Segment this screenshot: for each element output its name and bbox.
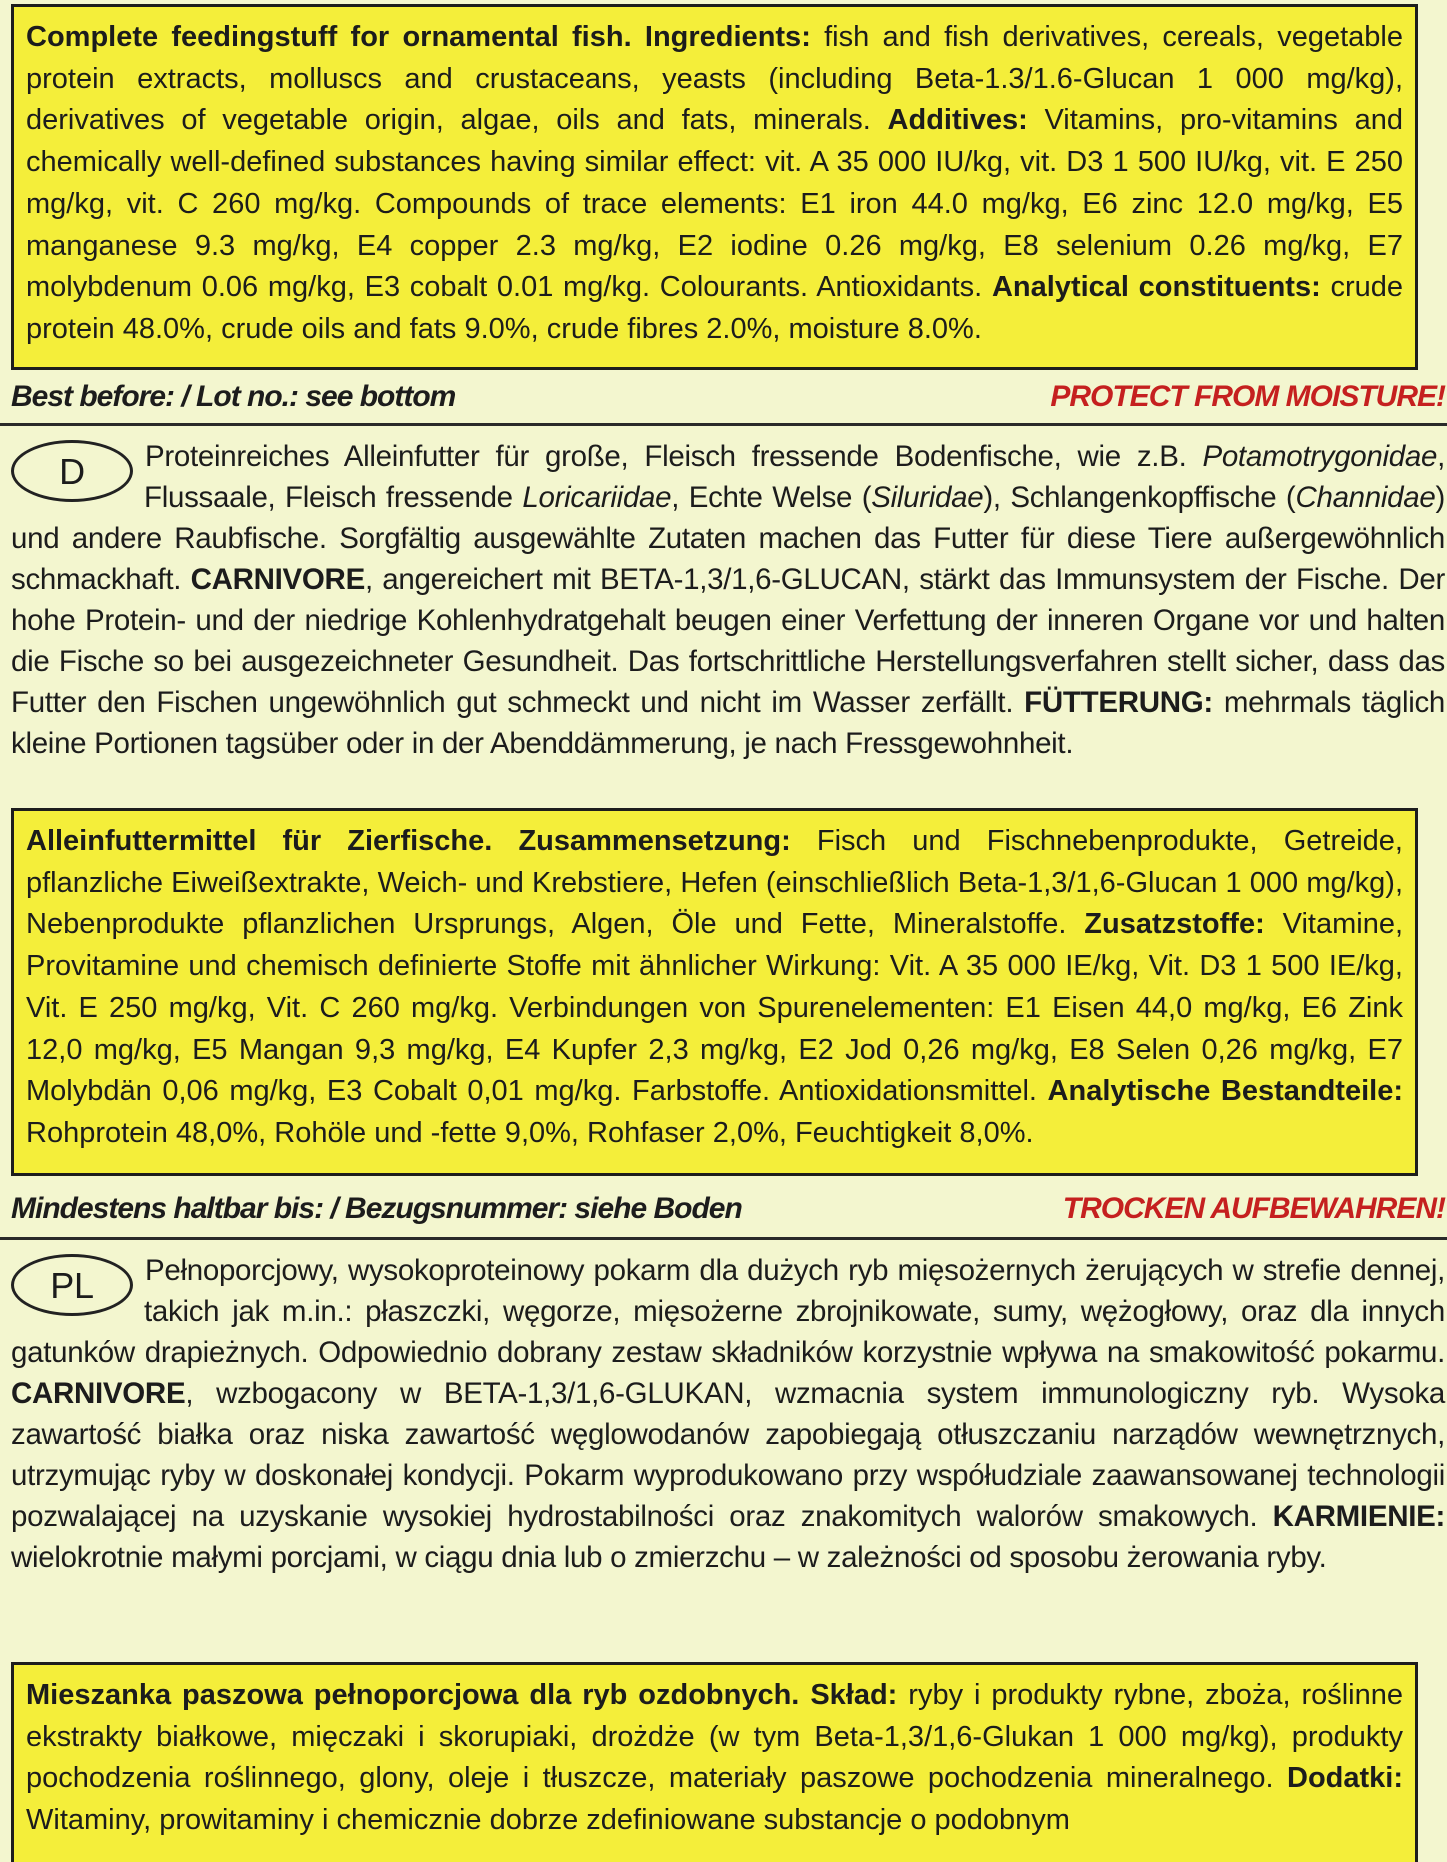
en-moisture-warning: PROTECT FROM MOISTURE! (1050, 380, 1445, 413)
de-moisture-warning: TROCKEN AUFBEWAHREN! (1062, 1192, 1445, 1225)
pl-brand: CARNIVORE (11, 1377, 186, 1410)
pl-feeding-label: KARMIENIE: (1272, 1500, 1445, 1533)
de-ingredients-text: Fisch und Fischnebenprodukte, Getreide, pflanzliche Eiweißextrakte, Weich- und Krebstiere, Hefen (einschließlich Beta-1,3/1,6-Glucan 1 000 mg/kg), Nebenprodukte pflanzlichen Ursprungs, Algen, Öle und Fette, Mineralstoffe. (26, 825, 1403, 941)
en-analytical-label: Analytical constituents: (991, 271, 1321, 304)
pl-desc-part2: , wzbogacony w BETA-1,3/1,6-GLUKAN, wzmacnia system immunologiczny ryb. Wysoka zawartość białka oraz niska zawartość węglowodanów zapobiegają otłuszczaniu narządów wewnętrznych, utrzymując ryby w doskonałej kondycji. Pokarm wyprodukowano przy współudziale zaawansowanej technologii pozwalającej na uzyskanie wysokiej hydrostabilności oraz znakomitych walorów smakowych. (11, 1377, 1445, 1533)
en-composition-box (11, 4, 1418, 370)
de-desc-part5: ) und andere Raubfische. Sorgfältig ausgewählte Zutaten machen das Futter für diese Tiere außergewöhnlich schmackhaft. (11, 481, 1445, 596)
de-language-badge: D (11, 440, 133, 502)
section-divider (0, 423, 1447, 426)
de-composition-box (11, 808, 1418, 1176)
de-desc-latin4: Channidae (1295, 481, 1436, 514)
en-analytical-text: crude protein 48.0%, crude oils and fats 9.0%, crude fibres 2.0%, moisture 8.0%. (26, 271, 1404, 345)
pl-ingredients-text: ryby i produkty rybne, zboża, roślinne ekstrakty białkowe, mięczaki i skorupiaki, drożdże (w tym Beta-1,3/1,6-Glukan 1 000 mg/kg), produkty pochodzenia roślinnego, glony, oleje i tłuszcze, materiały paszowe pochodzenia mineralnego. (26, 1679, 1404, 1795)
pl-ingredients-label: Skład: (810, 1679, 898, 1711)
en-footer (11, 376, 1445, 418)
de-additives-text: Vitamine, Provitamine und chemisch definierte Stoffe mit ähnlicher Wirkung: Vit. A 35 000 IE/kg, Vit. D3 1 500 IE/kg, Vit. E 250 mg/kg, Vit. C 260 mg/kg. Verbindungen von Spurenelementen: E1 Eisen 44,0 mg/kg, E6 Zink 12,0 mg/kg, E5 Mangan 9,3 mg/kg, E4 Kupfer 2,3 mg/kg, E2 Jod 0,26 mg/kg, E8 Selen 0,26 mg/kg, E7 Molybdän 0,06 mg/kg, E3 Cobalt 0,01 mg/kg. Farbstoffe. Antioxidationsmittel. (26, 908, 1404, 1108)
de-desc-part3: , Echte Welse ( (671, 481, 872, 514)
en-additives-text: Vitamins, pro-vitamins and chemically well-defined substances having similar effect: vit. A 35 000 IU/kg, vit. D3 1 500 IU/kg, vit. E 250 mg/kg, vit. C 260 mg/kg. Compounds of trace elements: E1 iron 44.0 mg/kg, E6 zinc 12.0 mg/kg, E5 manganese 9.3 mg/kg, E4 copper 2.3 mg/kg, E2 iodine 0.26 mg/kg, E8 selenium 0.26 mg/kg, E7 molybdenum 0.06 mg/kg, E3 cobalt 0.01 mg/kg. Colourants. Antioxidants. (26, 104, 1404, 304)
de-analytical-text: Rohprotein 48,0%, Rohöle und -fette 9,0%, Rohfaser 2,0%, Feuchtigkeit 8,0%. (26, 1116, 1034, 1149)
en-composition-title: Complete feedingstuff for ornamental fish. (26, 21, 632, 53)
en-additives-label: Additives: (887, 104, 1028, 137)
pl-description (11, 1250, 1445, 1650)
en-ingredients-label: Ingredients: (644, 21, 811, 53)
pl-language-badge: PL (11, 1254, 133, 1316)
de-feeding-label: FÜTTERUNG: (1024, 686, 1213, 719)
de-desc-part6: , angereichert mit BETA-1,3/1,6-GLUCAN, stärkt das Immunsystem der Fische. Der hohe Protein- und der niedrige Kohlenhydratgehalt beugen einer Verfettung der inneren Organe vor und halten die Fische so bei ausgezeichneter Gesundheit. Das fortschrittliche Herstellungsverfahren stellt sicher, dass das Futter den Fischen ungewöhnlich gut schmeckt und nicht im Wasser zerfällt. (11, 563, 1445, 719)
de-desc-part1: Proteinreiches Alleinfutter für große, Fleisch fressende Bodenfische, wie z.B. (145, 440, 1203, 473)
de-description (11, 436, 1445, 800)
pl-composition-box (11, 1662, 1418, 1862)
pl-feeding-text: wielokrotnie małymi porcjami, w ciągu dnia lub o zmierzchu – w zależności od sposobu żerowania ryby. (11, 1541, 1327, 1574)
en-ingredients-text: fish and fish derivatives, cereals, vegetable protein extracts, molluscs and crustaceans, yeasts (including Beta-1.3/1.6-Glucan 1 000 mg/kg), derivatives of vegetable origin, algae, oils and fats, minerals. (26, 21, 1403, 137)
en-best-before: Best before: / Lot no.: see bottom (11, 380, 456, 413)
de-desc-latin3: Siluridae (871, 481, 984, 514)
de-brand: CARNIVORE (190, 563, 365, 596)
de-best-before: Mindestens haltbar bis: / Bezugsnummer: siehe Boden (11, 1192, 742, 1225)
section-divider (0, 1237, 1447, 1240)
de-ingredients-label: Zusammensetzung: (518, 825, 791, 857)
de-desc-part2: , Flussaale, Fleisch fressende (144, 440, 1445, 514)
de-footer (11, 1188, 1445, 1230)
pl-composition-title: Mieszanka paszowa pełnoporcjowa dla ryb ozdobnych. (26, 1679, 800, 1711)
pl-additives-label: Dodatki: (1287, 1762, 1403, 1795)
de-desc-latin2: Loricariidae (522, 481, 672, 514)
de-desc-latin1: Potamotrygonidae (1202, 440, 1438, 473)
pl-desc-part1: Pełnoporcjowy, wysokoproteinowy pokarm dla dużych ryb mięsożernych żerujących w strefie dennej, takich jak m.in.: płaszczki, węgorze, mięsożerne zbrojnikowate, sumy, wężogłowy, oraz dla innych gatunków drapieżnych. Odpowiednio dobrany zestaw składników korzystnie wpływa na smakowitość pokarmu. (11, 1254, 1445, 1369)
de-additives-label: Zusatzstoffe: (1084, 908, 1265, 941)
de-analytical-label: Analytische Bestandteile: (1047, 1075, 1403, 1108)
de-feeding-text: mehrmals täglich kleine Portionen tagsüber oder in der Abenddämmerung, je nach Fressgewohnheit. (11, 686, 1446, 760)
de-desc-part4: ), Schlangenkopffische ( (983, 481, 1296, 514)
de-composition-title: Alleinfuttermittel für Zierfische. (26, 825, 493, 857)
pl-additives-text: Witaminy, prowitaminy i chemicznie dobrze zdefiniowane substancje o podobnym (26, 1804, 1070, 1837)
